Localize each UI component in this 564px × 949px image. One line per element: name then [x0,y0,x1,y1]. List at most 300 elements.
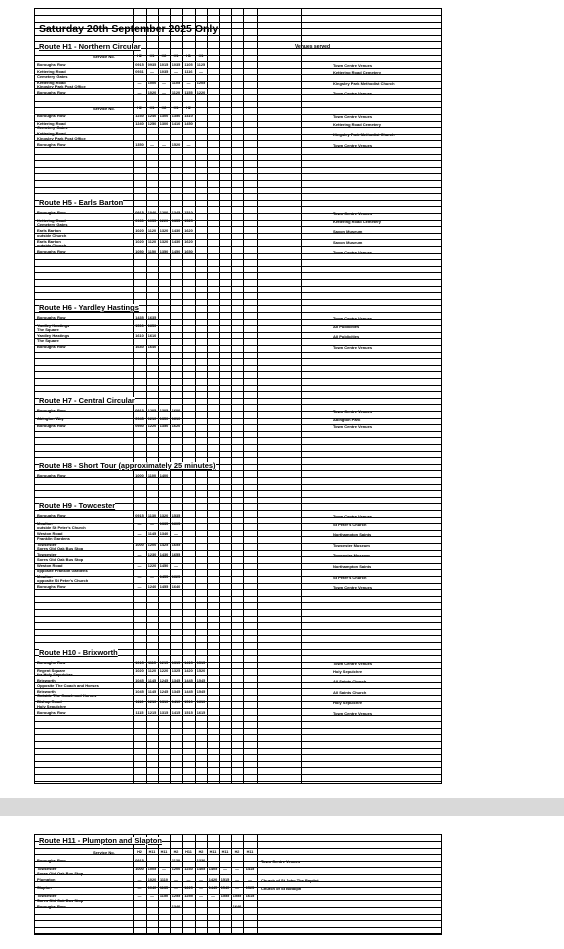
departure-time: 1515 [196,661,206,665]
grid-row-line [35,774,441,775]
departure-time: 1635 [147,316,157,320]
grid-row-line [35,688,441,689]
stop-name: Kettering Road [37,120,66,126]
departure-time: 1205 [147,409,157,413]
service-number: H2 [186,105,191,110]
departure-time: 1640 [147,344,157,349]
stop-detail: Sores Old Oak Bus Stop [37,546,84,552]
service-number: H1 [149,54,155,58]
grid-column-line [158,835,159,934]
departure-time: 1640 [171,585,181,590]
stop-name: Boroughs Row [37,423,66,429]
grid-column-line [257,9,258,783]
departure-time: 1310 [159,700,169,705]
departure-time: 1230 [147,553,157,558]
stop-detail: Cemetery Gates [37,73,68,79]
stop-detail: Outside The Coach and Horses [37,693,97,699]
departure-time: 1215 [147,711,157,715]
departure-time: 1230 [184,867,193,871]
service-number: H1 [198,54,204,58]
venue-served: Town Centre Venues [333,344,373,350]
departure-time: — [137,894,142,898]
venue-served: Towcester Museum [333,553,370,559]
departure-time: 1430 [159,553,169,558]
stop-detail: outside St Peter's Church [37,525,86,531]
grid-row-line [35,332,441,333]
venue-served: Church of St John The Baptist [261,878,319,883]
grid-row-line [35,616,441,617]
departure-time: 1145 [147,532,157,537]
departure-time: — [137,878,142,882]
stop-detail: Franklin Gardens [37,535,70,541]
departure-time: — [137,532,142,537]
departure-time: 1350 [159,424,169,429]
departure-time: 1220 [159,218,169,223]
departure-time: — [150,70,154,75]
grid-column-line [170,835,171,934]
stop-name: Yardley Hastings [37,333,70,339]
departure-time: 0930 [135,218,144,223]
departure-time: 1110 [135,700,144,705]
grid-row-line [35,622,441,623]
stop-name: Brixworth [37,688,56,694]
grid-row-line [35,88,441,89]
departure-time: 1320 [159,239,169,244]
grid-row-line [35,292,441,293]
departure-time: — [186,905,191,909]
departure-time: — [199,878,203,882]
departure-time: — [199,894,203,898]
stop-detail: Cemetery Gates [37,125,68,131]
departure-time: 0915 [135,409,144,413]
service-number: H2 [161,54,167,58]
grid-row-line [35,147,441,148]
stop-name: Yardley Hastings [37,322,70,328]
stop-name: Kettering Road [37,69,66,75]
stop-name: Plumpton [37,877,56,882]
departure-time: 1150 [147,250,157,255]
departure-time: 1420 [184,668,193,673]
departure-time: 1510 [184,700,193,705]
stop-detail: Sores Old Oak Bus Stop [37,870,84,876]
departure-time: 1600 [171,409,181,413]
departure-time: — [162,132,166,137]
departure-time: 1455 [159,574,169,579]
grid-row-line [35,61,441,62]
departure-time: 1240 [135,121,144,126]
grid-row-line [35,536,441,537]
venue-served: Town Centre Venues [333,211,373,216]
departure-time: 1125 [196,62,206,67]
stop-name: Slapton [37,885,52,890]
departure-time: — [137,553,142,558]
departure-time: 1410 [184,114,193,119]
service-number: H2 [137,54,142,58]
departure-time: 1300 [159,121,169,126]
venue-served: Town Centre Venues [333,250,373,256]
departure-time: 1610 [196,700,206,705]
departure-time: — [150,521,154,526]
departure-time: 1355 [171,218,181,223]
departure-time: — [150,894,154,898]
departure-time: 1040 [147,886,157,890]
stop-detail: opposite Franklin Gardens [37,567,88,573]
departure-time: 1430 [171,229,181,234]
route-title: Route H9 - Towcester [39,501,116,510]
departure-time: 1255 [171,894,181,898]
venue-served: Northampton Saints [333,564,372,569]
service-number: H11 [148,850,156,854]
departure-time: 1450 [171,250,181,255]
stop-name: Boroughs Row [37,210,66,215]
departure-time: — [150,143,154,147]
departure-time: — [137,521,142,526]
service-number: H11 [209,850,217,854]
grid-column-line [195,835,196,934]
page-gap [0,798,564,816]
departure-time: 1000 [147,80,157,85]
route-title: Route H7 - Central Circular [39,396,135,405]
stop-name: Kettering Road [37,217,66,223]
route-title: Route H6 - Yardley Hastings [39,303,139,312]
grid-row-line [35,728,441,729]
departure-time: 1250 [147,121,157,126]
grid-row-line [35,734,441,735]
departure-time: — [223,859,227,863]
grid-row-line [35,642,441,643]
grid-row-line [35,451,441,452]
departure-time: 1510 [184,211,193,215]
venue-served: Town Centre Venues [333,514,373,519]
departure-time: 1120 [147,668,157,673]
departure-time: — [235,886,239,890]
stop-name: Boroughs Row [37,660,66,665]
departure-time: 1620 [171,424,181,429]
grid-row-line [35,668,441,669]
grid-row-line [35,101,441,102]
departure-time: 1620 [184,229,193,234]
departure-time: 1405 [196,867,206,871]
departure-time: — [199,70,203,75]
route-title: Route H5 - Earls Barton [39,198,124,207]
departure-time: 1545 [196,689,206,694]
grid-row-line [35,338,441,339]
departure-time: 1320 [159,514,169,518]
service-number: H11 [246,850,254,854]
stop-detail: outside Church [37,232,67,238]
departure-time: — [137,564,142,568]
departure-time: — [248,905,252,909]
stop-name: Boroughs Row [37,904,66,909]
venue-served: All Publicities [333,323,360,329]
departure-time: 1405 [208,867,218,871]
departure-time: 1255 [184,894,193,898]
route-title: Route H8 - Short Tour (approximately 25 minutes) [39,461,216,470]
service-number: H1 [173,105,179,110]
departure-time: 1130 [171,859,181,863]
departure-time: 1045 [135,679,144,684]
departure-time: 1345 [171,689,181,694]
departure-time: 1000 [135,867,144,871]
stop-name: Boroughs Row [37,90,66,96]
grid-row-line [35,708,441,709]
departure-time: — [162,80,166,85]
stop-name: Boroughs Row [37,343,66,349]
departure-time: 1555 [232,894,242,898]
grid-row-line [35,299,441,300]
grid-row-line [35,609,441,610]
departure-time: 1605 [171,521,181,526]
grid-row-line [35,22,441,23]
stop-detail: Kingsley Park Post Office [37,84,86,90]
venue-served: Town Centre Venues [333,409,373,414]
grid-column-line [219,835,220,934]
departure-time: — [235,867,239,871]
departure-time: 1050 [135,250,144,255]
departure-time: — [137,80,142,85]
departure-time: 1430 [171,239,181,244]
departure-time: — [150,132,154,137]
departure-time: — [211,859,215,863]
venue-served: All Publicities [333,334,360,340]
departure-time: 1245 [159,679,169,684]
departure-time: — [162,867,166,871]
departure-time: 1135 [159,886,169,890]
departure-time: 1650 [184,250,193,255]
grid-row-line [35,721,441,722]
service-number: H11 [160,850,168,854]
grid-row-line [35,848,441,849]
grid-column-line [207,835,208,934]
stop-detail: Cemetery Gates [37,222,68,228]
venue-served: Town Centre Venues [333,91,373,97]
venue-served: Kingsley Park Methodist Church [333,80,395,86]
departure-time: 1330 [196,859,206,863]
venue-served: Kingsley Park Methodist Church [333,132,395,138]
stop-name: Earls Barton [37,228,61,234]
departure-time: 1410 [171,121,181,126]
grid-row-line [35,193,441,194]
grid-row-line [35,602,441,603]
grid-row-line [35,563,441,564]
stop-name: Towcester [37,893,57,898]
stop-name: Boroughs Row [37,249,66,255]
venue-served: Holy Sepulchre [333,668,363,674]
departure-time: 1145 [147,679,157,684]
grid-row-line [35,761,441,762]
departure-time: 1625 [171,574,181,579]
departure-time: 1350 [171,114,181,119]
grid-row-line [35,239,441,240]
departure-time: — [248,859,252,863]
grid-row-line [35,715,441,716]
departure-time: 1155 [184,91,193,96]
grid-row-line [35,569,441,570]
departure-time: — [235,859,239,863]
route-title: Route H10 - Brixworth [39,648,118,657]
grid-row-line [35,662,441,663]
departure-time: 0950 [135,424,144,429]
departure-time: 1320 [159,229,169,234]
stop-detail: Kingsley Park Post Office [37,135,86,141]
stop-detail: outside Church [37,243,67,249]
departure-time: 1200 [171,867,181,871]
venue-served: Town Centre Venues [261,859,301,864]
stop-name: Boroughs Row [37,710,66,715]
grid-row-line [35,114,441,115]
departure-time: 1325 [171,668,181,673]
departure-time: 1345 [171,679,181,684]
stop-name: Moulton [37,573,53,579]
departure-time: — [186,143,191,147]
grid-row-line [35,497,441,498]
departure-time: 1245 [159,689,169,694]
departure-time: 1300 [159,114,169,119]
grid-row-line [35,920,441,921]
departure-time: — [150,574,154,579]
stop-name: Boroughs Row [37,473,66,478]
departure-time: 1220 [196,91,206,96]
departure-time: 1120 [171,91,181,96]
grid-row-line [35,365,441,366]
departure-time: 1055 [147,218,157,223]
grid-column-line [301,9,302,783]
grid-row-line [35,378,441,379]
departure-time: 1105 [184,62,193,67]
departure-time: 1105 [171,80,181,85]
service-number: H1 [186,54,191,58]
grid-row-line [35,933,441,934]
grid-row-line [35,352,441,353]
departure-time: — [137,886,142,890]
grid-row-line [35,233,441,234]
stop-name: Towcester [37,866,57,871]
page-title: Saturday 20th September 2025 Only [39,23,219,35]
departure-time: 1220 [147,424,157,429]
grid-row-line [35,391,441,392]
stop-name: Abington Way [37,415,64,421]
departure-time: 1035 [171,62,181,67]
stop-name: Boroughs Row [37,113,66,119]
stop-detail: for Holy Sepulchre [37,672,73,678]
stop-name: Weston Road [37,563,63,568]
stop-name: Boroughs Row [37,315,66,320]
departure-time: 1450 [159,564,169,568]
departure-time: 1655 [171,553,181,558]
departure-time: 1020 [135,239,144,244]
departure-time: 1015 [135,661,144,665]
departure-time: 1655 [171,542,181,547]
grid-row-line [35,15,441,16]
departure-time: 1415 [184,661,193,665]
departure-time: 1445 [208,886,218,890]
venue-served: St Peter's Church [333,521,367,527]
departure-time: — [186,859,191,863]
venue-served: Town Centre Venues [333,661,373,666]
venue-served: Towcester Museum [333,542,370,548]
departure-time: 1425 [159,542,169,547]
timetable-page-1 [34,8,442,784]
stop-name: Towcester [37,541,57,547]
grid-row-line [35,35,441,36]
departure-time: — [162,143,166,147]
grid-row-line [35,286,441,287]
departure-time: 1615 [196,711,206,715]
departure-time: 1525 [184,218,193,223]
departure-time: 1240 [147,585,157,590]
grid-row-line [35,167,441,168]
route-title: Route H11 - Plumpton and Slapton [39,836,162,845]
departure-time: — [235,878,239,882]
venues-heading: Venues served [295,44,331,50]
departure-time: — [150,859,154,863]
stop-name: Boroughs Row [37,858,66,863]
departure-time: 1410 [171,700,181,705]
venue-served: Town Centre Venues [333,143,373,148]
departure-time: 1130 [147,514,157,518]
grid-row-line [35,484,441,485]
stop-name: Towcester [37,552,57,558]
service-number: H1 [173,54,179,58]
departure-time: 1000 [135,474,144,478]
departure-time: 1610 [171,416,181,421]
service-number: H1 [149,105,155,110]
grid-row-line [35,583,441,584]
departure-time: — [186,132,191,137]
venue-served: Town Centre Venues [333,62,373,68]
service-number: H2 [137,105,142,110]
grid-column-line [231,835,232,934]
departure-time: 0915 [135,859,144,863]
venue-served: Town Centre Venues [333,316,373,321]
departure-time: 1445 [184,689,193,694]
departure-time: 1335 [159,521,169,526]
departure-time: — [162,859,166,863]
departure-time: 1415 [245,867,255,871]
venue-served: Holy Sepulchre [333,700,363,706]
service-number: H2 [137,850,142,854]
departure-time: — [162,91,166,96]
departure-time: 1200 [159,211,169,215]
departure-time: 1110 [159,878,169,882]
venue-served: All Saints Church [333,689,367,695]
grid-row-line [35,272,441,273]
stop-name: Boroughs Row [37,408,66,413]
grid-row-line [35,490,441,491]
departure-time: 1500 [135,323,144,328]
grid-row-line [35,635,441,636]
departure-time: 1035 [159,70,169,75]
stop-name: Bishop Road [37,699,62,705]
departure-time: — [174,532,178,537]
departure-time: 1210 [147,416,157,421]
departure-time: 1005 [147,867,157,871]
departure-time: 1145 [147,689,157,694]
departure-time: 1650 [147,323,157,328]
departure-time: 1230 [135,114,144,119]
grid-row-line [35,927,441,928]
stop-name: Boroughs Row [37,61,66,67]
grid-row-line [35,259,441,260]
stop-detail: opposite St Peter's Church [37,578,89,584]
grid-row-line [35,457,441,458]
service-number: H2 [198,850,204,854]
departure-time: 1455 [159,585,169,590]
departure-time: — [137,91,142,96]
service-number-label: Service No. [93,850,115,855]
grid-row-line [35,543,441,544]
departure-time: 1100 [147,474,157,478]
